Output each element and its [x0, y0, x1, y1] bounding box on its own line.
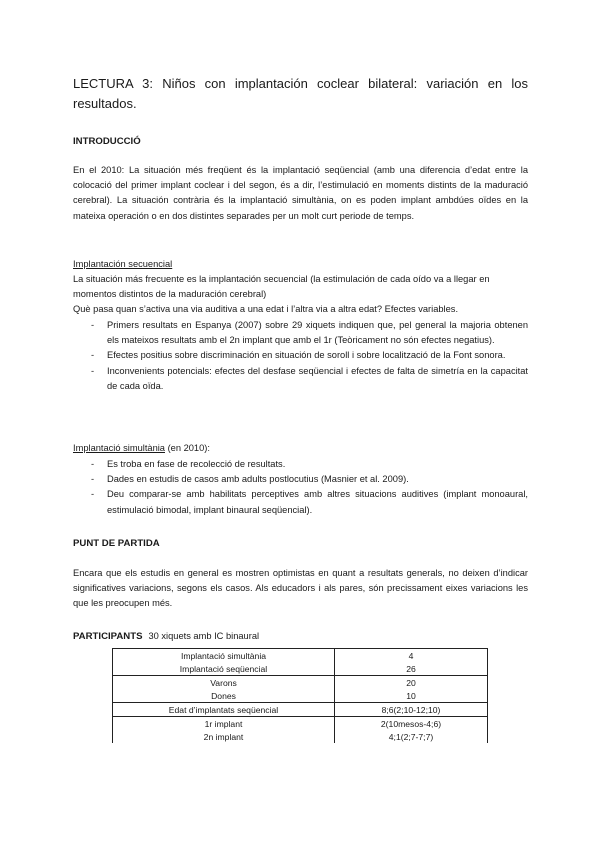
- participants-table: [112, 648, 488, 743]
- table-row: [113, 649, 488, 663]
- table-cell-value: 26: [335, 662, 488, 676]
- intro-paragraph: En el 2010: La situación més freqüent és la implantació seqüencial (amb una diferencia d’edat entre la colocació del primer implant coclear i del segon, és a dir, l’estimulació en moments distints de la maduració cerebral). La situación contrària és la implantació simultània, on es poden implant ambdúes oïdes en la mateixa operación o en dos distintes separades per un molt curt periode de temps.: [73, 165, 528, 221]
- list-item-text: Deu comparar-se amb habilitats perceptives amb altres situacions auditives (implant monoaural, estimulació bimodal, implant binaural seqüencial).: [107, 489, 528, 515]
- table-cell-label: Edat d’implantats seqüencial: [113, 703, 335, 717]
- sequential-heading: [73, 257, 528, 272]
- table-cell-label: Dones: [113, 689, 335, 703]
- list-item: - Efectes positius sobre discriminación en situación de soroll i sobre localització de la Font sonora.: [91, 350, 506, 361]
- starting-point-heading: PUNT DE PARTIDA: [73, 538, 160, 549]
- table-cell-label: 2n implant: [113, 730, 335, 743]
- table-cell-value: 8;6(2;10-12;10): [335, 703, 488, 717]
- table-cell-label: Varons: [113, 676, 335, 690]
- list-item: - Primers resultats en Espanya (2007) sobre 29 xiquets indiquen que, pel general la majoria obtenen els mateixos resultats amb el 2n implant que amb el 1r (Teòricament no són efectes negatius).: [91, 320, 528, 346]
- simultaneous-heading-text: Implantació simultània: [73, 443, 165, 453]
- table-row: [113, 703, 488, 717]
- list-item-text: Inconvenients potencials: efectes del desfase seqüencial i efectes de falta de simetría en la capacitat de cada oïda.: [107, 365, 528, 391]
- list-item-text: Es troba en fase de recolecció de resultats.: [107, 459, 286, 469]
- starting-point-paragraph: Encara que els estudis en general es mostren optimistas en quant a resultats generals, no deixen d’indicar significatives variacions, segons els casos. Als educadors i als pares, són precissament eixes variacions les que les preocupen més.: [73, 568, 528, 609]
- table-cell-value: 2(10mesos-4;6): [335, 717, 488, 731]
- table-row: [113, 730, 488, 743]
- list-item-text: Dades en estudis de casos amb adults postlocutius (Masnier et al. 2009).: [107, 474, 409, 485]
- sequential-list: [73, 318, 528, 394]
- sequential-paragraph-1: La situación más frecuente es la implantación secuencial (la estimulación de cada oído va a llegar en momentos distintos de la maduración cerebral): [73, 274, 490, 300]
- table-row: [113, 676, 488, 690]
- list-item: - Dades en estudis de casos amb adults postlocutius (Masnier et al. 2009).: [91, 474, 409, 485]
- table-cell-value: 4: [335, 649, 488, 663]
- table-cell-value: 4;1(2;7-7;7): [335, 730, 488, 743]
- intro-heading: INTRODUCCIÓ: [73, 136, 141, 147]
- page-title: LECTURA 3: Niños con implantación coclear bilateral: variación en los resultados.: [73, 76, 528, 111]
- table-cell-label: Implantació simultània: [113, 649, 335, 663]
- table-cell-label: 1r implant: [113, 717, 335, 731]
- simultaneous-list: [73, 457, 528, 518]
- list-item: - Deu comparar-se amb habilitats perceptives amb altres situacions auditives (implant monoaural, estimulació bimodal, implant binaural seqüencial).: [91, 489, 528, 515]
- participants-title: PARTICIPANTS: [73, 631, 143, 642]
- list-item: - Inconvenients potencials: efectes del desfase seqüencial i efectes de falta de simetría en la capacitat de cada oïda.: [91, 365, 528, 391]
- sequential-heading-text: Implantación secuencial: [73, 259, 173, 269]
- table-cell-value: 10: [335, 689, 488, 703]
- table-cell-value: 20: [335, 676, 488, 690]
- table-cell-label: Implantació seqüencial: [113, 662, 335, 676]
- participants-heading: [73, 631, 259, 642]
- table-row: [113, 662, 488, 676]
- list-item-text: Efectes positius sobre discriminación en situación de soroll i sobre localització de la Font sonora.: [107, 350, 506, 361]
- table-row: [113, 689, 488, 703]
- table-row: [113, 717, 488, 731]
- simultaneous-heading: [73, 441, 528, 456]
- sequential-paragraph-2: Què pasa quan s’activa una via auditiva a una edat i l’altra via a altra edat? Efectes variables.: [73, 304, 459, 314]
- simultaneous-heading-suffix: (en 2010):: [164, 443, 210, 453]
- participants-subtitle: 30 xiquets amb IC binaural: [148, 631, 260, 641]
- list-item: - Es troba en fase de recolecció de resultats.: [91, 459, 286, 469]
- list-item-text: Primers resultats en Espanya (2007) sobre 29 xiquets indiquen que, pel general la majoria obtenen els mateixos resultats amb el 2n implant que amb el 1r (Teòricament no són efectes negatius).: [107, 320, 528, 346]
